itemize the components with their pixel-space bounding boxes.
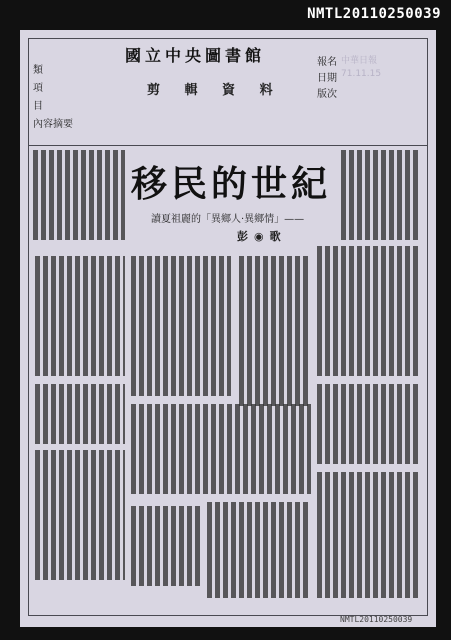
source-fields [317,53,381,101]
text-column-top-left [33,150,125,240]
text-column-lower-mid [207,502,311,598]
text-column-middle-left [35,384,125,444]
text-column-top-right [341,150,421,240]
library-name: 國立中央圖書館 [125,46,266,65]
clipping-title: 剪 輯 資 料 [147,83,283,98]
text-column-upper-right [317,246,421,376]
field-newspaper: 報名 中華日報 [317,53,381,69]
article-author: 彭◉歌 [237,230,287,243]
clipping-sheet [20,30,436,627]
classification-fields [33,61,73,133]
article-headline: 移民的世紀 [131,163,332,205]
text-column-middle-right [317,384,421,464]
clipping-header [29,39,427,146]
archive-stamp: NMTL20110250039 [340,615,413,624]
text-column-upper-left [35,256,125,376]
field-page: 版次 [317,89,337,100]
newspaper-value: 中華日報 [341,56,378,66]
text-column-upper-mid-right [239,256,309,406]
article-subtitle: 讀夏祖麗的「異鄉人‧異鄉情」—— [151,214,305,225]
text-column-upper-mid-left [131,256,231,396]
text-column-middle [131,404,311,494]
document-id: NMTL20110250039 [307,6,441,22]
label-summary: 內容摘要 [33,119,73,130]
field-date: 日期 71.11.15 [317,69,382,84]
label-category: 類 [33,65,43,76]
label-item: 項 [33,83,43,94]
text-column-lower-mid-left [131,506,201,586]
label-subitem: 目 [33,101,43,112]
date-value: 71.11.15 [341,69,382,79]
sheet-frame [28,38,428,616]
text-column-lower-left [35,450,125,580]
newspaper-article [29,146,427,614]
text-column-lower-right [317,472,421,598]
